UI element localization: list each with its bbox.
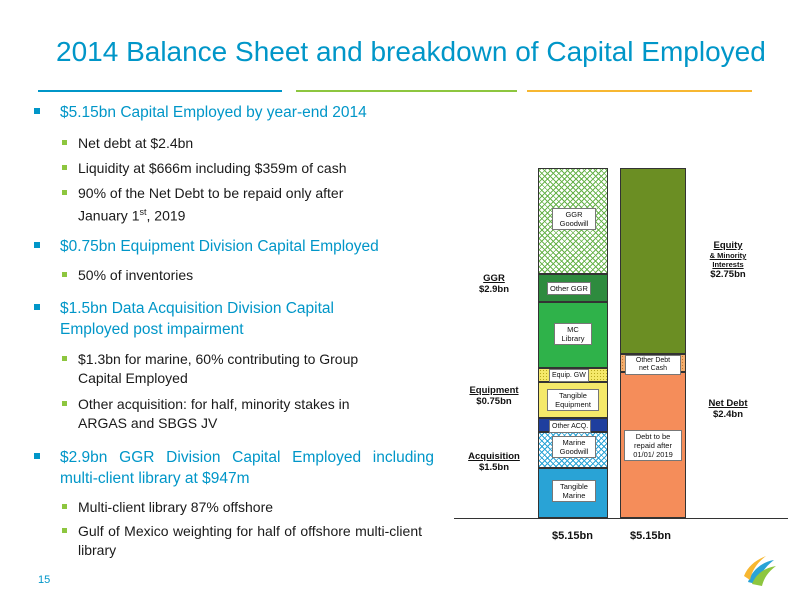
title-rule-orange [527,90,752,92]
side-label-net-debt: Net Debt $2.4bn [708,398,748,420]
side-label-equity: Equity & Minority Interests $2.75bn [709,240,747,280]
sub-bullet-repayment: 90% of the Net Debt to be repaid only after January 1st, 2019 [62,184,432,226]
bullet-marker [62,356,67,361]
bullet-marker [34,108,40,114]
side-label-acquisition: Acquisition $1.5bn [468,451,520,473]
sub-bullet-multi-client: Multi-client library 87% offshore [62,498,432,517]
label-tangible-equipment: Tangible Equipment [547,389,599,411]
bullet-capital-employed: $5.15bn Capital Employed by year-end 2014 [34,102,444,123]
side-label-ggr: GGR $2.9bn [478,273,510,295]
total-right: $5.15bn [630,530,671,542]
bullet-data-acquisition: $1.5bn Data Acquisition Division Capital Employed post impairment [34,298,444,340]
bullet-marker [62,401,67,406]
bullet-marker [62,190,67,195]
bullet-marker [62,140,67,145]
page-number: 15 [38,574,51,586]
label-tangible-marine: Tangible Marine [552,480,596,502]
label-marine-goodwill: Marine Goodwill [552,436,596,458]
label-debt-repaid: Debt to be repaid after 01/01/ 2019 [624,430,682,461]
page-title: 2014 Balance Sheet and breakdown of Capital Employed [56,36,766,67]
total-left: $5.15bn [552,530,593,542]
bullet-equipment: $0.75bn Equipment Division Capital Employed [34,236,444,257]
sub-bullet-inventories: 50% of inventories [62,266,432,285]
sub-bullet-net-debt: Net debt at $2.4bn [62,134,432,153]
label-ggr-goodwill: GGR Goodwill [552,208,596,230]
sub-bullet-other-acquisition: Other acquisition: for half, minority stakes in ARGAS and SBGS JV [62,395,432,433]
label-other-acq: Other ACQ. [549,420,591,433]
sub-bullet-liquidity: Liquidity at $666m including $359m of cash [62,159,432,178]
segment-equity [620,168,686,354]
bullet-marker [62,272,67,277]
chart-baseline [454,518,788,519]
sub-bullet-gulf-of-mexico: Gulf of Mexico weighting for half of offshore multi-client library [62,522,422,560]
title-rule-green [296,90,517,92]
bullet-marker [62,165,67,170]
bullet-marker [34,453,40,459]
label-other-debt: Other Debt net Cash [625,355,681,375]
company-logo-icon [742,552,778,588]
label-equip-gw: Equip. GW [549,369,589,382]
bullet-marker [34,242,40,248]
bullet-marker [62,528,67,533]
bullet-marker [62,504,67,509]
label-other-ggr: Other GGR [547,282,591,295]
bullet-marker [34,304,40,310]
side-label-equipment: Equipment $0.75bn [469,385,519,407]
sub-bullet-marine: $1.3bn for marine, 60% contributing to Group Capital Employed [62,350,432,388]
label-mc-library: MC Library [554,323,592,345]
title-rule-blue [38,90,282,92]
bullet-ggr: $2.9bn GGR Division Capital Employed including multi-client library at $947m [34,447,434,489]
